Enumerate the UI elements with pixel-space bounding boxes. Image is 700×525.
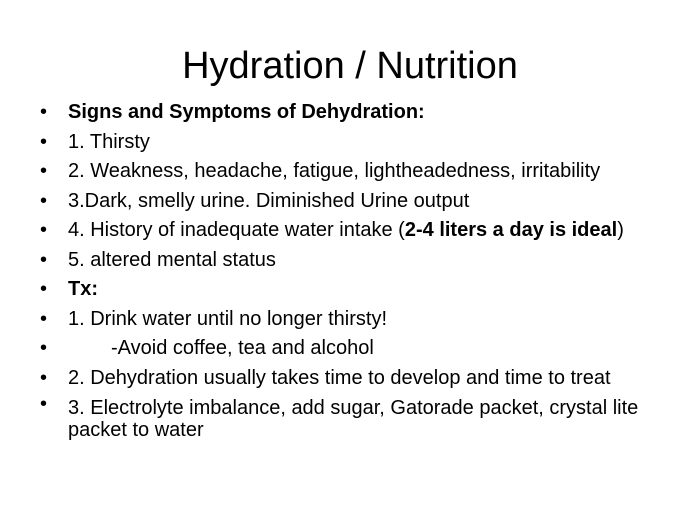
bullet-item (40, 275, 690, 305)
bullet-item (40, 128, 690, 158)
bullet-item (40, 305, 690, 335)
bullet-icon: • (40, 160, 48, 182)
bullet-text-indented: -Avoid coffee, tea and alcohol (111, 337, 374, 359)
bullet-item (40, 334, 690, 364)
bullet-text: 2. Dehydration usually takes time to develop and time to treat (68, 366, 611, 389)
bullet-item (40, 246, 690, 276)
bullet-text: Tx: (68, 278, 98, 300)
bullet-text: 3.Dark, smelly urine. Diminished Urine output (68, 189, 470, 212)
bullet-text: 2. Weakness, headache, fatigue, lightheadedness, irritability (68, 160, 601, 182)
bullet-text: Signs and Symptoms of Dehydration: (68, 101, 425, 123)
bullet-icon: • (40, 337, 48, 359)
bullet-icon: • (40, 307, 48, 330)
bullet-icon: • (40, 393, 48, 415)
bullet-text-emphasis: 2-4 liters a day is ideal (404, 219, 618, 241)
bullet-icon: • (40, 189, 48, 212)
bullet-text: 1. Thirsty (68, 130, 150, 153)
bullet-icon: • (40, 101, 48, 123)
bullet-list (40, 98, 690, 441)
bullet-item (40, 157, 690, 187)
bullet-icon: • (40, 130, 48, 153)
bullet-text: 3. Electrolyte imbalance, add sugar, Gatorade packet, crystal lite packet to water (68, 397, 639, 441)
bullet-text-after: ) (617, 219, 624, 241)
bullet-text: 5. altered mental status (68, 248, 276, 271)
bullet-icon: • (40, 278, 48, 300)
bullet-item (40, 216, 690, 246)
bullet-text: 1. Drink water until no longer thirsty! (68, 307, 388, 330)
bullet-item (40, 364, 690, 394)
bullet-item (40, 187, 690, 217)
bullet-item (40, 393, 690, 441)
slide-title: Hydration / Nutrition (182, 45, 518, 87)
bullet-icon: • (40, 248, 48, 271)
bullet-icon: • (40, 366, 48, 389)
bullet-text-before: 4. History of inadequate water intake ( (68, 219, 405, 241)
bullet-icon: • (40, 219, 48, 241)
bullet-item (40, 98, 690, 128)
